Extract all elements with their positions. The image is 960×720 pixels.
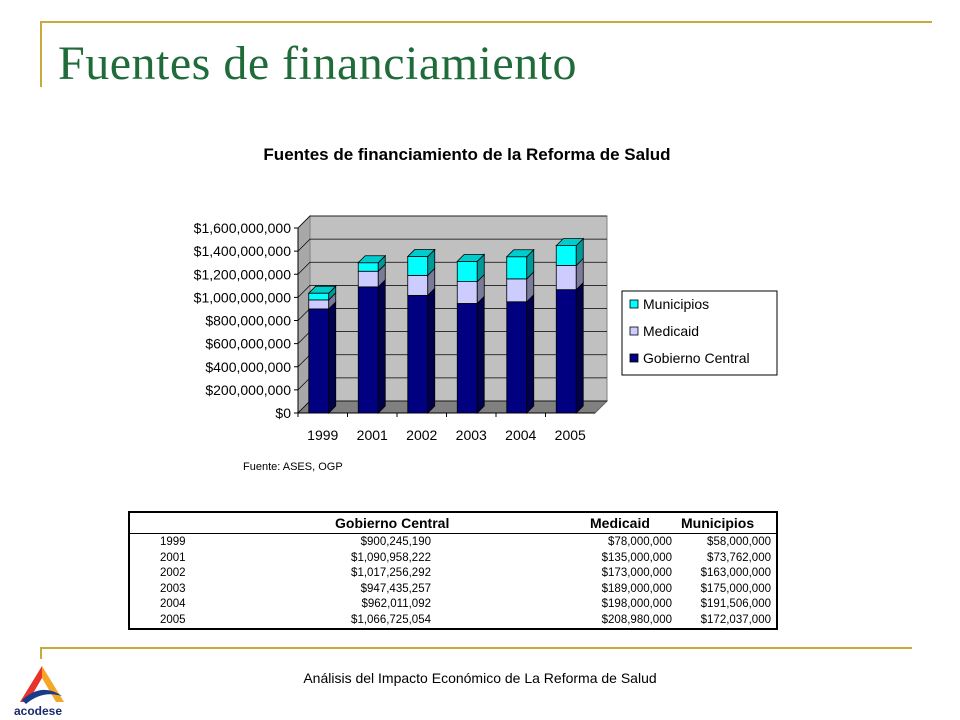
bar-front bbox=[457, 303, 477, 413]
bar-front bbox=[507, 302, 527, 413]
bar-segment bbox=[309, 302, 336, 413]
bar-side bbox=[329, 302, 336, 413]
bar-front bbox=[556, 265, 576, 289]
logo-wordmark: acodese bbox=[14, 704, 63, 718]
bar-front bbox=[457, 282, 477, 304]
cell-gobierno-central: $900,245,190 bbox=[360, 536, 431, 548]
table-row bbox=[130, 551, 776, 567]
cell-municipios: $58,000,000 bbox=[707, 536, 771, 548]
cell-gobierno-central: $1,017,256,292 bbox=[351, 567, 431, 579]
bar-front bbox=[358, 271, 378, 287]
legend-label: Medicaid bbox=[643, 323, 700, 339]
bar-front bbox=[556, 246, 576, 266]
bar-front bbox=[507, 257, 527, 279]
bar-segment bbox=[556, 283, 583, 413]
bar-front bbox=[556, 290, 576, 413]
cell-year: 2001 bbox=[160, 551, 186, 564]
cell-medicaid: $78,000,000 bbox=[608, 536, 672, 548]
header-gobierno-central: Gobierno Central bbox=[335, 515, 450, 531]
bar-segment bbox=[507, 250, 534, 279]
bar-segment bbox=[556, 239, 583, 266]
chart-source-note: Fuente: ASES, OGP bbox=[243, 461, 343, 473]
bar-segment bbox=[408, 250, 435, 276]
bar-front bbox=[408, 295, 428, 413]
bar-front bbox=[507, 279, 527, 302]
cell-medicaid: $189,000,000 bbox=[601, 582, 672, 595]
cell-year: 2002 bbox=[160, 567, 186, 579]
cell-municipios: $172,037,000 bbox=[700, 613, 771, 626]
table-row bbox=[130, 535, 776, 551]
cell-municipios: $191,506,000 bbox=[700, 598, 771, 610]
table-row bbox=[130, 597, 776, 613]
y-axis-ticks bbox=[194, 220, 298, 421]
x-tick-label: 2003 bbox=[455, 427, 487, 443]
data-table bbox=[128, 511, 778, 630]
bar-segment bbox=[507, 295, 534, 413]
bar-front bbox=[309, 309, 329, 413]
x-tick-label: 2004 bbox=[505, 427, 537, 443]
y-tick-label: $800,000,000 bbox=[205, 312, 291, 329]
bar-side bbox=[378, 280, 385, 413]
y-tick-label: $1,400,000,000 bbox=[193, 243, 291, 260]
cell-medicaid: $208,980,000 bbox=[601, 613, 672, 626]
bar-segment bbox=[457, 254, 484, 281]
table-row bbox=[130, 613, 776, 629]
cell-medicaid: $135,000,000 bbox=[601, 551, 672, 564]
y-tick-label: $1,600,000,000 bbox=[193, 220, 291, 236]
bar-side bbox=[428, 288, 435, 413]
table-header bbox=[130, 513, 776, 534]
cell-year: 2004 bbox=[160, 598, 186, 610]
table-row bbox=[130, 566, 776, 582]
cell-medicaid: $198,000,000 bbox=[601, 598, 672, 610]
bar-front bbox=[309, 293, 329, 300]
bar-front bbox=[309, 300, 329, 309]
y-tick-label: $200,000,000 bbox=[205, 381, 291, 398]
legend-swatch bbox=[630, 327, 638, 335]
cell-municipios: $73,762,000 bbox=[707, 551, 771, 564]
legend-label: Municipios bbox=[643, 296, 710, 312]
table-body bbox=[130, 535, 776, 628]
x-tick-label: 1999 bbox=[307, 427, 339, 443]
y-tick-label: $0 bbox=[275, 405, 291, 421]
x-tick-label: 2001 bbox=[356, 427, 388, 443]
cell-gobierno-central: $947,435,257 bbox=[360, 582, 431, 595]
cell-year: 2003 bbox=[160, 582, 186, 595]
bar-side bbox=[527, 295, 534, 413]
chart-title: Fuentes de financiamiento de la Reforma de Salud bbox=[263, 145, 671, 164]
y-tick-label: $400,000,000 bbox=[205, 358, 291, 375]
x-tick-label: 2005 bbox=[554, 427, 586, 443]
table-row bbox=[130, 582, 776, 598]
y-tick-label: $1,000,000,000 bbox=[193, 289, 291, 306]
y-tick-label: $600,000,000 bbox=[205, 335, 291, 352]
cell-year: 1999 bbox=[160, 536, 186, 548]
cell-year: 2005 bbox=[160, 613, 186, 626]
header-medicaid: Medicaid bbox=[590, 515, 650, 531]
cell-gobierno-central: $1,090,958,222 bbox=[351, 551, 431, 564]
cell-gobierno-central: $1,066,725,054 bbox=[351, 613, 431, 626]
bar-front bbox=[408, 275, 428, 295]
y-tick-label: $1,200,000,000 bbox=[193, 266, 291, 283]
legend-swatch bbox=[630, 300, 638, 308]
legend bbox=[622, 291, 777, 375]
bar-front bbox=[358, 287, 378, 413]
bar-front bbox=[408, 257, 428, 276]
bar-side bbox=[477, 296, 484, 413]
cell-medicaid: $173,000,000 bbox=[601, 567, 672, 579]
cell-municipios: $163,000,000 bbox=[700, 567, 771, 579]
legend-swatch bbox=[630, 354, 638, 362]
cell-gobierno-central: $962,011,092 bbox=[361, 598, 431, 610]
x-axis-ticks bbox=[298, 413, 595, 443]
slide-title: Fuentes de financiamiento bbox=[58, 37, 578, 90]
x-tick-label: 2002 bbox=[406, 427, 438, 443]
bar-segment bbox=[408, 288, 435, 413]
frame-bottom-line bbox=[42, 647, 912, 649]
bar-side bbox=[576, 283, 583, 413]
legend-label: Gobierno Central bbox=[643, 350, 750, 366]
bar-front bbox=[358, 263, 378, 272]
frame-left-bottom-line bbox=[40, 647, 42, 659]
header-municipios: Municipios bbox=[681, 515, 755, 531]
bar-segment bbox=[457, 296, 484, 413]
bar-front bbox=[457, 261, 477, 281]
bar-segment bbox=[358, 280, 385, 413]
footer-text: Análisis del Impacto Económico de La Reforma de Salud bbox=[303, 670, 657, 686]
cell-municipios: $175,000,000 bbox=[700, 582, 771, 595]
